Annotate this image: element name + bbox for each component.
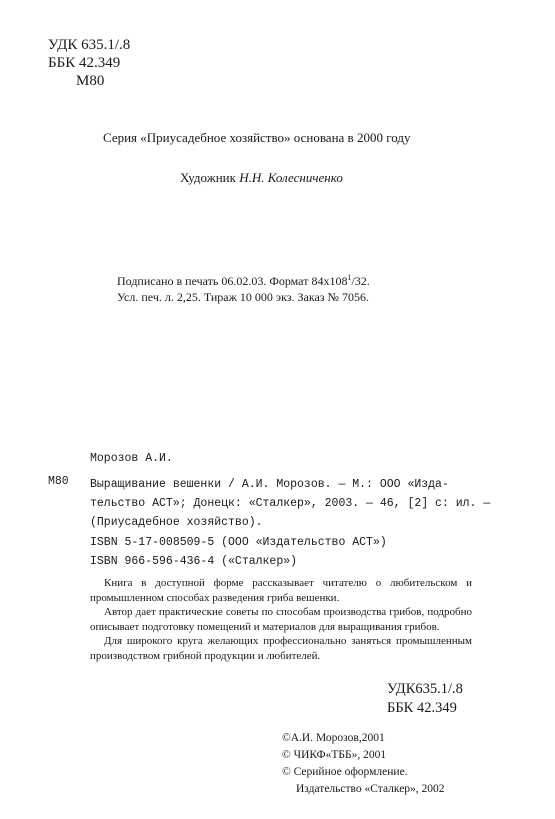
catalog-author-sign: М80: [48, 475, 69, 488]
print-format-sup: 1: [347, 273, 352, 282]
copyright-tbb: © ЧИКФ«ТББ», 2001: [282, 749, 387, 761]
annotation-paragraph: Книга в доступной форме рассказывает читателю о любительском и промышленном способах разведения гриба вешенки.: [90, 577, 472, 604]
isbn-block: [90, 533, 387, 571]
print-info-line-1: [117, 270, 370, 289]
isbn-ast: ISBN 5-17-008509-5 (ООО «Издательство АСТ»): [90, 536, 387, 549]
bbk-code-bottom: ББК 42.349: [387, 700, 457, 716]
copyright-series-design: © Серийное оформление.: [282, 766, 408, 778]
annotation-paragraph: Автор дает практические советы по способам производства грибов, подробно описывает подготовку помещений и материалов для выращивания грибов.: [90, 606, 472, 633]
isbn-stalker: ISBN 966-596-436-4 («Сталкер»): [90, 555, 298, 568]
classification-top: [48, 36, 130, 90]
catalog-desc-line-1: Выращивание вешенки / А.И. Морозов. — М.: ООО «Изда-: [90, 478, 449, 491]
copyright-author: ©А.И. Морозов,2001: [282, 732, 385, 744]
artist-credit: [180, 170, 343, 186]
annotation-paragraph: Для широкого круга желающих профессионально заняться промышленным производством грибной продукции и любителей.: [90, 635, 472, 662]
print-info-line-2: Усл. печ. л. 2,25. Тираж 10 000 экз. Заказ № 7056.: [117, 290, 369, 304]
copyright-block: [282, 730, 445, 798]
udc-code: УДК 635.1/.8: [48, 37, 131, 53]
bbk-code: ББК 42.349: [48, 55, 121, 71]
artist-role: Художник: [180, 170, 236, 185]
print-format-suffix: /32.: [351, 274, 370, 288]
series-line: Серия «Приусадебное хозяйство» основана в 2000 году: [103, 130, 411, 145]
annotation: [90, 576, 472, 663]
author-sign: М80: [76, 73, 105, 89]
artist-name: Н.Н. Колесниченко: [239, 170, 343, 185]
catalog-author: Морозов А.И.: [90, 452, 173, 465]
copyright-publisher: Издательство «Сталкер», 2002: [296, 783, 445, 795]
catalog-desc-line-2: тельство АСТ»; Донецк: «Сталкер», 2003. — 46, [2] с: ил. —: [90, 497, 491, 510]
udc-code-bottom: УДК635.1/.8: [387, 681, 463, 697]
catalog-desc-line-3: (Приусадебное хозяйство).: [90, 516, 263, 529]
print-info: [117, 270, 370, 305]
catalog-description: [90, 475, 490, 532]
print-format-text: Подписано в печать 06.02.03. Формат 84х108: [117, 274, 348, 288]
classification-bottom: [387, 680, 463, 718]
